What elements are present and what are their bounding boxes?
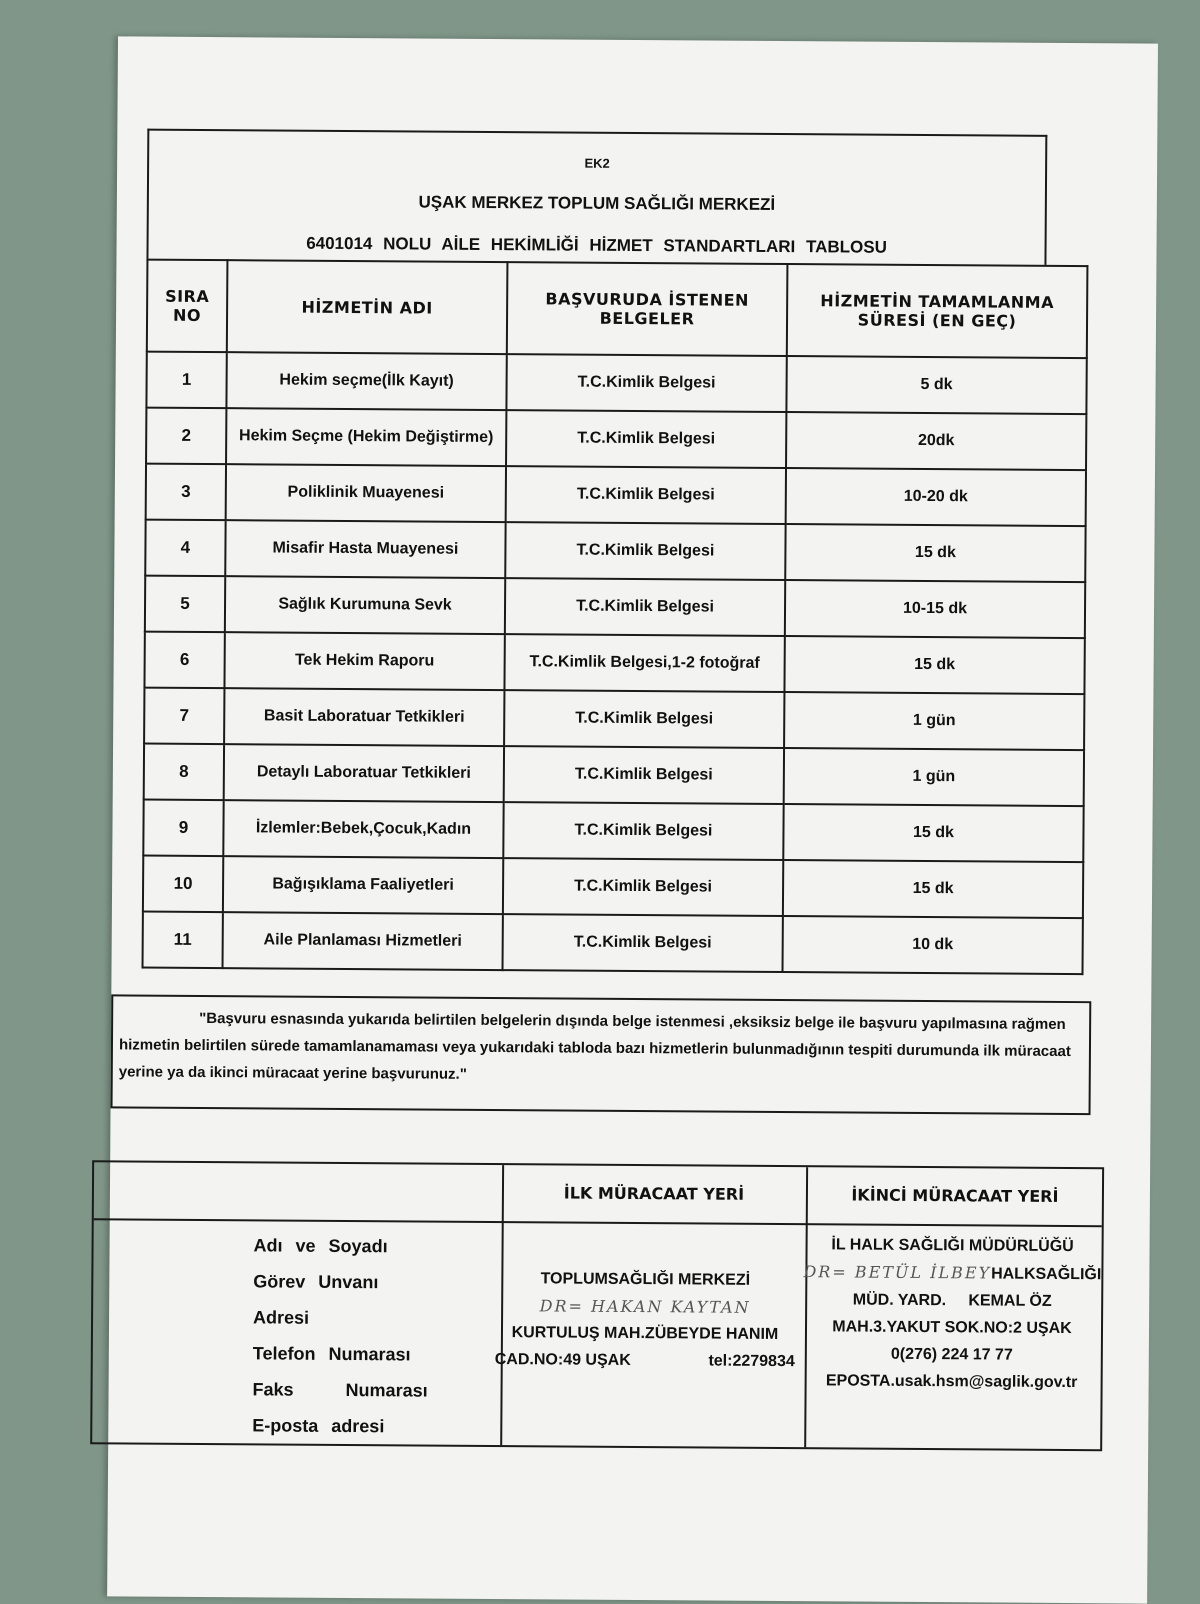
document-header bbox=[146, 129, 1047, 265]
row-duration: 20dk bbox=[786, 412, 1086, 470]
table-header-row bbox=[147, 260, 1088, 359]
first-address-line1: KURTULUŞ MAH.ZÜBEYDE HANIM bbox=[511, 1324, 779, 1344]
row-documents: T.C.Kimlik Belgesi bbox=[504, 746, 784, 804]
second-address: MAH.3.YAKUT SOK.NO:2 UŞAK bbox=[832, 1318, 1072, 1338]
row-documents: T.C.Kimlik Belgesi bbox=[506, 466, 786, 524]
row-divider bbox=[94, 1218, 1102, 1227]
row-service: Detaylı Laboratuar Tetkikleri bbox=[224, 744, 504, 802]
row-no: 8 bbox=[144, 744, 224, 801]
row-service: Basit Laboratuar Tetkikleri bbox=[224, 688, 504, 746]
service-standards-table bbox=[142, 259, 1089, 976]
table-row bbox=[143, 856, 1083, 919]
row-documents: T.C.Kimlik Belgesi,1-2 fotoğraf bbox=[504, 634, 784, 692]
row-duration: 15 dk bbox=[784, 636, 1084, 694]
table-row bbox=[143, 800, 1083, 863]
row-no: 11 bbox=[143, 912, 223, 969]
center-name: UŞAK MERKEZ TOPLUM SAĞLIĞI MERKEZİ bbox=[418, 192, 776, 214]
table-row bbox=[146, 352, 1086, 415]
first-phone: tel:2279834 bbox=[708, 1352, 795, 1371]
row-duration: 10-15 dk bbox=[785, 580, 1085, 638]
row-documents: T.C.Kimlik Belgesi bbox=[505, 522, 785, 580]
row-no: 10 bbox=[143, 856, 223, 913]
table-row bbox=[145, 520, 1085, 583]
second-application-header: İKİNCİ MÜRACAAT YERİ bbox=[851, 1185, 1059, 1206]
row-service: Sağlık Kurumuna Sevk bbox=[225, 576, 505, 634]
row-no: 5 bbox=[145, 576, 225, 633]
table-row bbox=[144, 744, 1084, 807]
table-row bbox=[146, 408, 1086, 471]
table-row bbox=[144, 688, 1084, 751]
second-name-row bbox=[801, 1258, 1103, 1288]
second-title: MÜD. YARD. KEMAL ÖZ bbox=[852, 1291, 1052, 1310]
first-name: DR= HAKAN KAYTAN bbox=[539, 1296, 751, 1317]
contact-labels bbox=[252, 1227, 429, 1444]
first-address-line2: CAD.NO:49 UŞAK bbox=[494, 1351, 631, 1369]
row-service: Misafir Hasta Muayenesi bbox=[225, 520, 505, 578]
second-phone: 0(276) 224 17 77 bbox=[890, 1345, 1013, 1364]
second-application-info bbox=[801, 1231, 1104, 1396]
row-documents: T.C.Kimlik Belgesi bbox=[506, 354, 786, 412]
table-row bbox=[146, 464, 1086, 527]
row-duration: 15 dk bbox=[785, 524, 1085, 582]
row-no: 4 bbox=[145, 520, 225, 577]
first-application-header: İLK MÜRACAAT YERİ bbox=[563, 1183, 745, 1204]
table-title: 6401014 NOLU AİLE HEKİMLİĞİ HİZMET STANDARTLARI TABLOSU bbox=[306, 233, 887, 257]
row-no: 7 bbox=[144, 688, 224, 745]
row-service: İzlemler:Bebek,Çocuk,Kadın bbox=[223, 800, 503, 858]
label-name: Adı ve Soyadı bbox=[253, 1235, 388, 1257]
label-address: Adresi bbox=[253, 1307, 310, 1328]
row-documents: T.C.Kimlik Belgesi bbox=[503, 858, 783, 916]
header-documents: BAŞVURUDA İSTENEN BELGELER bbox=[507, 262, 788, 356]
table-row bbox=[144, 632, 1084, 695]
row-no: 6 bbox=[144, 632, 224, 689]
header-no: SIRA NO bbox=[147, 260, 228, 353]
first-address-phone-row bbox=[493, 1346, 797, 1375]
label-email: E-posta adresi bbox=[252, 1415, 385, 1437]
row-duration: 15 dk bbox=[783, 804, 1083, 862]
row-duration: 5 dk bbox=[786, 356, 1086, 414]
second-org: İL HALK SAĞLIĞI MÜDÜRLÜĞÜ bbox=[831, 1236, 1074, 1256]
first-application-info bbox=[493, 1265, 798, 1375]
notice-text: "Başvuru esnasında yukarıda belirtilen belgelerin dışında belge istenmesi ,eksiksiz belge ile başvuru yapılmasına rağmen hizmetin belirtilen sürede tamamlanamaması veya yukarıdaki tabloda bazı hizmetlerin bulunmadığının tespiti durumunda ilk müracaat yerine ya da ikinci müracaat yerine başvurunuz." bbox=[118, 1009, 1071, 1083]
row-documents: T.C.Kimlik Belgesi bbox=[503, 914, 783, 972]
label-title: Görev Unvanı bbox=[253, 1271, 379, 1293]
second-org-suffix: HALKSAĞLIĞI bbox=[991, 1265, 1102, 1284]
annex-label: EK2 bbox=[584, 155, 610, 171]
row-documents: T.C.Kimlik Belgesi bbox=[506, 410, 786, 468]
row-no: 1 bbox=[146, 352, 226, 409]
row-no: 9 bbox=[143, 800, 223, 857]
second-email: EPOSTA.usak.hsm@saglik.gov.tr bbox=[825, 1372, 1078, 1392]
row-documents: T.C.Kimlik Belgesi bbox=[504, 690, 784, 748]
row-duration: 10 dk bbox=[782, 916, 1082, 974]
row-no: 3 bbox=[146, 464, 226, 521]
header-service: HİZMETİN ADI bbox=[227, 260, 508, 354]
row-service: Bağışıklama Faaliyetleri bbox=[223, 856, 503, 914]
header-duration: HİZMETİN TAMAMLANMA SÜRESİ (EN GEÇ) bbox=[787, 264, 1088, 358]
notice-box bbox=[111, 994, 1092, 1115]
row-service: Tek Hekim Raporu bbox=[224, 632, 504, 690]
label-phone: Telefon Numarası bbox=[252, 1343, 411, 1365]
row-service: Poliklinik Muayenesi bbox=[226, 464, 506, 522]
row-duration: 15 dk bbox=[783, 860, 1083, 918]
row-duration: 10-20 dk bbox=[786, 468, 1086, 526]
row-no: 2 bbox=[146, 408, 226, 465]
label-fax: Faks Numarası bbox=[252, 1379, 428, 1401]
row-duration: 1 gün bbox=[784, 748, 1084, 806]
table-row bbox=[143, 912, 1083, 975]
row-documents: T.C.Kimlik Belgesi bbox=[505, 578, 785, 636]
row-duration: 1 gün bbox=[784, 692, 1084, 750]
document-page bbox=[107, 36, 1158, 1603]
table-row bbox=[145, 576, 1085, 639]
row-service: Aile Planlaması Hizmetleri bbox=[223, 912, 503, 970]
row-service: Hekim Seçme (Hekim Değiştirme) bbox=[226, 408, 506, 466]
first-org: TOPLUMSAĞLIĞI MERKEZİ bbox=[540, 1270, 751, 1289]
row-documents: T.C.Kimlik Belgesi bbox=[503, 802, 783, 860]
row-service: Hekim seçme(İlk Kayıt) bbox=[226, 352, 506, 410]
contact-table bbox=[90, 1160, 1104, 1451]
second-name: DR= BETÜL İLBEY bbox=[803, 1262, 992, 1283]
